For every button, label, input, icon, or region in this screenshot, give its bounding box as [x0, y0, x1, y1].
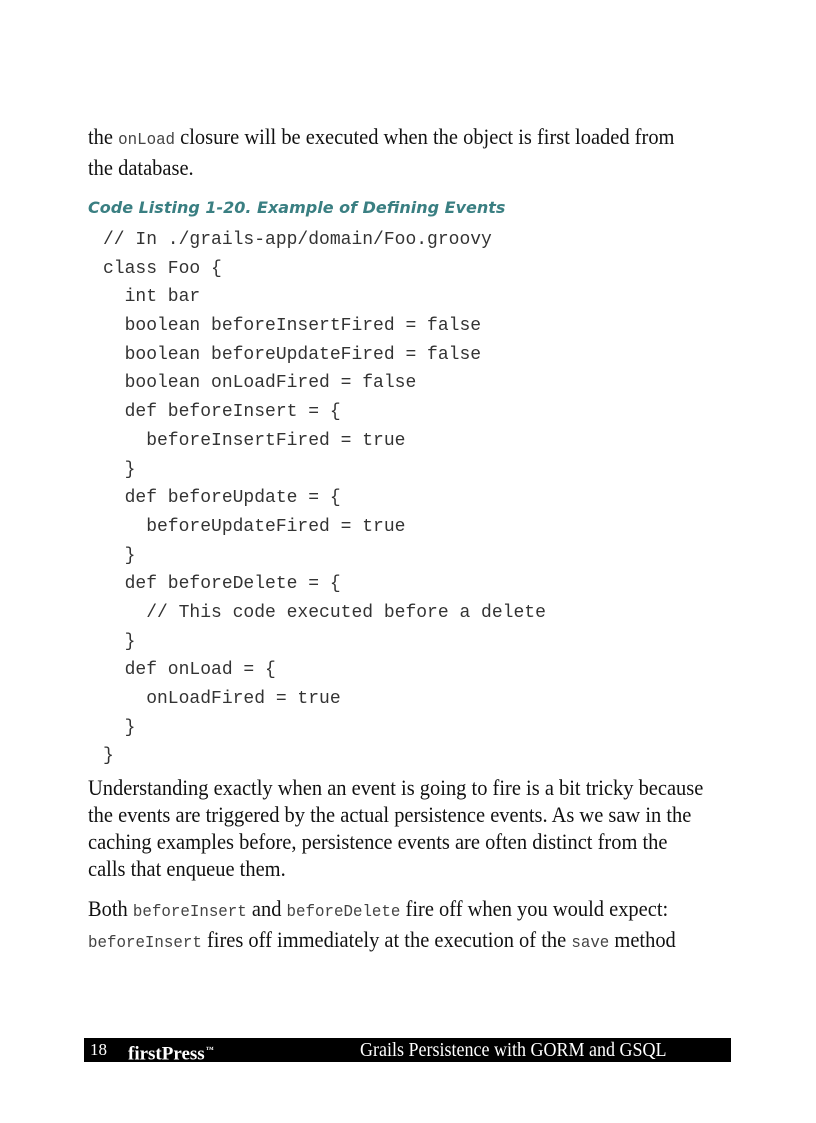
- events-line: calls that enqueue them.: [88, 856, 286, 881]
- intro-line-2: the database.: [88, 155, 194, 180]
- code-line: def beforeInsert = {: [103, 402, 341, 423]
- code-listing: [103, 226, 546, 771]
- text-and: and: [246, 896, 287, 921]
- code-line: // This code executed before a delete: [103, 602, 546, 623]
- events-line: caching examples before, persistence events are often distinct from the: [88, 829, 668, 854]
- code-line: def beforeDelete = {: [103, 574, 341, 595]
- inline-code-beforedelete: beforeDelete: [286, 903, 401, 922]
- inline-code-onload: onLoad: [118, 131, 176, 150]
- code-line: class Foo {: [103, 258, 222, 279]
- code-line: // In ./grails-app/domain/Foo.groovy: [103, 230, 492, 250]
- events-paragraph: [88, 774, 702, 882]
- intro-prefix: the: [88, 124, 119, 149]
- code-line: }: [103, 746, 114, 767]
- inline-code-beforeinsert-2: beforeInsert: [88, 934, 202, 953]
- text-fire-off: fire off when you would expect:: [400, 896, 669, 921]
- events-line: the events are triggered by the actual persistence events. As we saw in the: [88, 802, 692, 827]
- code-line: int bar: [103, 287, 201, 308]
- code-line: boolean onLoadFired = false: [103, 373, 417, 394]
- publisher-name: firstPress: [128, 1043, 205, 1065]
- page-number: 18: [90, 1040, 107, 1059]
- code-line: }: [103, 459, 136, 480]
- book-title: Grails Persistence with GORM and GSQL: [360, 1039, 667, 1061]
- code-line: beforeUpdateFired = true: [103, 516, 406, 537]
- before-insert-paragraph: [88, 895, 702, 957]
- code-listing-caption: Code Listing 1-20. Example of Defining Events: [88, 198, 506, 217]
- code-line: beforeInsertFired = true: [103, 430, 406, 451]
- code-line: }: [103, 631, 136, 652]
- inline-code-beforeinsert: beforeInsert: [132, 903, 247, 922]
- publisher-logo: [128, 1039, 214, 1065]
- text-method: method: [609, 927, 676, 952]
- code-line: onLoadFired = true: [103, 689, 341, 709]
- intro-line1-rest: closure will be executed when the object is first loaded from: [175, 124, 675, 149]
- events-line: Understanding exactly when an event is going to fire is a bit tricky because: [88, 775, 704, 800]
- page-footer: [84, 1038, 731, 1065]
- code-line: }: [103, 545, 136, 566]
- code-line: }: [103, 717, 136, 738]
- code-line: def onLoad = {: [103, 660, 276, 681]
- code-line: boolean beforeInsertFired = false: [103, 316, 482, 337]
- code-line: def beforeUpdate = {: [103, 488, 341, 509]
- trademark-mark: ™: [205, 1045, 214, 1054]
- text-both: Both: [88, 896, 133, 921]
- code-line: boolean beforeUpdateFired = false: [103, 344, 482, 365]
- intro-line-1: [88, 123, 702, 154]
- before-insert-line-2: [88, 926, 702, 957]
- text-fires-immediately: fires off immediately at the execution of the: [201, 927, 572, 952]
- intro-paragraph: [88, 123, 702, 181]
- inline-code-save: save: [571, 934, 610, 953]
- before-insert-line-1: [88, 895, 702, 926]
